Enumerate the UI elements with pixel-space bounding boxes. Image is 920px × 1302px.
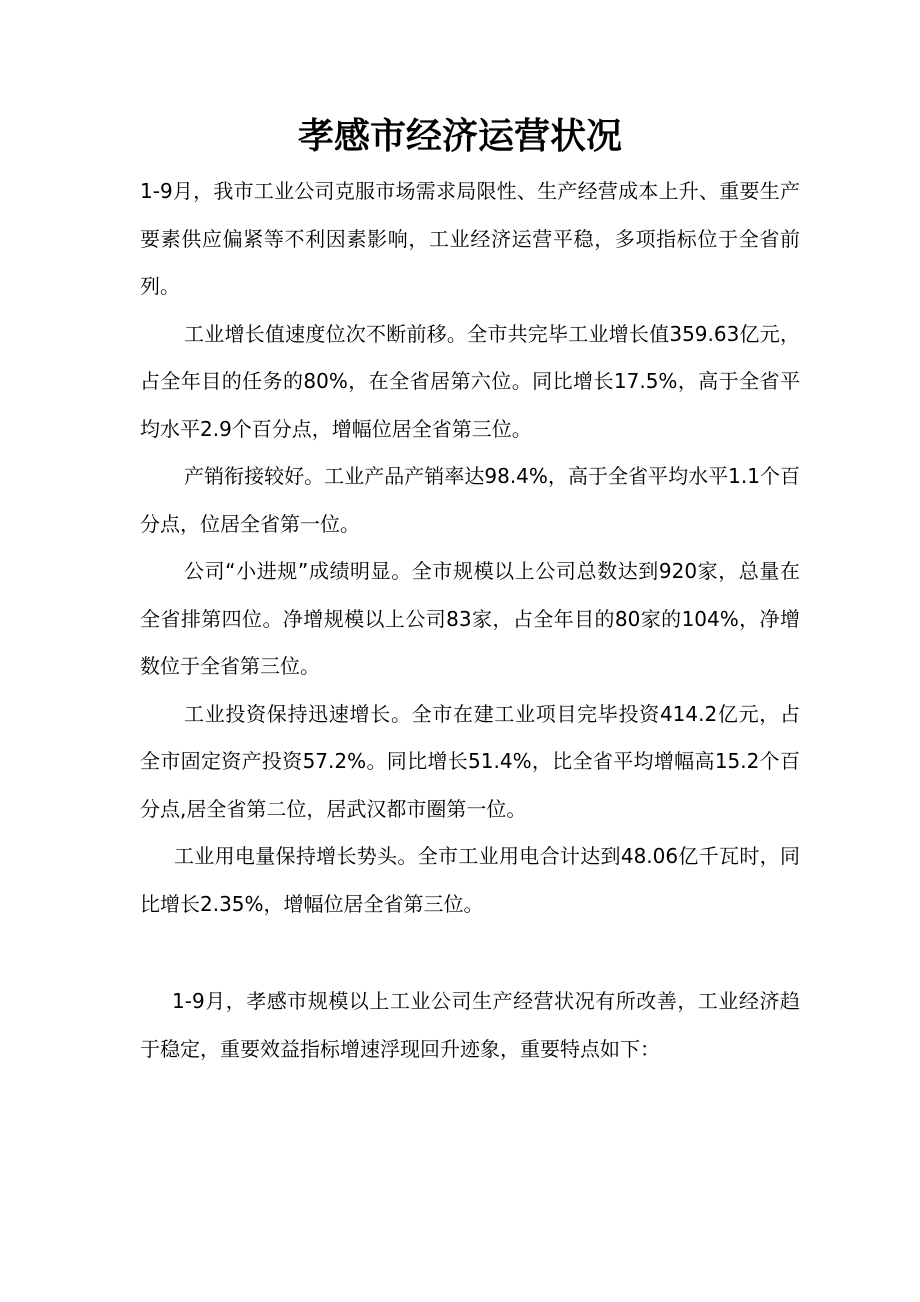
paragraph-intro: 1-9月，我市工业公司克服市场需求局限性、生产经营成本上升、重要生产要素供应偏紧等不利因素影响，工业经济运营平稳，多项指标位于全省前列。 <box>140 179 800 298</box>
paragraph-electricity-use: 工业用电量保持增长势头。全市工业用电合计达到48.06亿千瓦时，同比增长2.35%，增幅位居全省第三位。 <box>140 844 800 916</box>
paragraph-industrial-added-value: 工业增长值速度位次不断前移。全市共完毕工业增长值359.63亿元，占全年目的任务的80%，在全省居第六位。同比增长17.5%，高于全省平均水平2.9个百分点，增幅位居全省第三位。 <box>140 321 800 441</box>
paragraph-production-sales: 产销衔接较好。工业产品产销率达98.4%，高于全省平均水平1.1个百分点，位居全省第一位。 <box>140 464 800 536</box>
paragraph-small-to-scale: 公司“小进规”成绩明显。全市规模以上公司总数达到920家，总量在全省排第四位。净增规模以上公司83家，占全年目的80家的104%，净增数位于全省第三位。 <box>140 559 800 678</box>
document-body <box>140 168 800 1073</box>
document-title: 孝感市经济运营状况 <box>297 115 622 157</box>
paragraph-summary: 1-9月，孝感市规模以上工业公司生产经营状况有所改善，工业经济趋于稳定，重要效益指标增速浮现回升迹象，重要特点如下： <box>140 989 800 1061</box>
paragraph-industrial-investment: 工业投资保持迅速增长。全市在建工业项目完毕投资414.2亿元，占全市固定资产投资57.2%。同比增长51.4%，比全省平均增幅高15.2个百分点,居全省第二位，居武汉都市圈第一位。 <box>140 701 800 821</box>
